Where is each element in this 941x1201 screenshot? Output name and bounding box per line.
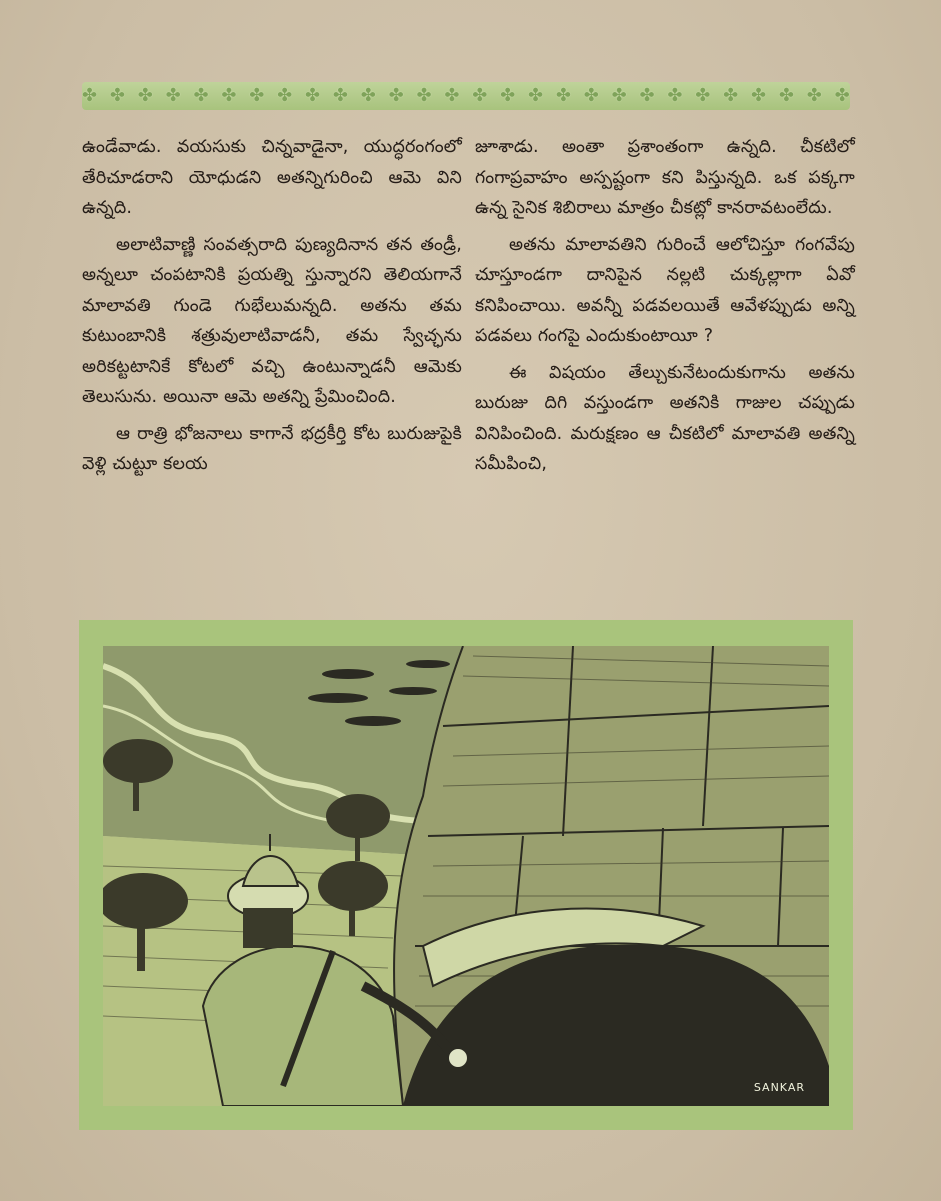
ornament-flower-icon: ✤ [723,85,739,106]
paragraph: ఉండేవాడు. వయసుకు చిన్నవాడైనా, యుద్ధరంగంలో తేరిచూడరాని యోధుడని అతన్నిగురించి ఆమె విని ఉన్నది. [82,137,462,218]
paragraph: జూశాడు. అంతా ప్రశాంతంగా ఉన్నది. చీకటిలో గంగాప్రవాహం అస్పష్టంగా కని పిస్తున్నది. ఒక పక్కగా ఉన్న సైనిక శిబిరాలు మాత్రం చీకట్లో కానరావటంలేదు. [475,137,855,218]
paragraph: ఆ రాత్రి భోజనాలు కాగానే భద్రకీర్తి కోట బురుజుపైకి వెళ్లి చుట్టూ కలయ [82,423,462,474]
paragraph: ఈ విషయం తేల్చుకునేటందుకుగాను అతను బురుజు దిగి వస్తుండగా అతనికి గాజుల చప్పుడు వినిపించింది. మరుక్షణం ఆ చీకటిలో మాలావతి అతన్ని సమీపించి, [475,362,855,474]
ornament-flower-icon: ✤ [667,85,683,106]
ornament-flower-icon: ✤ [137,85,153,106]
ornament-flower-icon: ✤ [249,85,265,106]
left-text-column [82,132,462,480]
ornament-flower-icon: ✤ [360,85,376,106]
artist-signature: SANKAR [753,1081,805,1094]
ornament-flower-icon: ✤ [277,85,293,106]
paragraph: అతను మాలావతిని గురించే ఆలోచిస్తూ గంగవేపు చూస్తూండగా దానిపైన నల్లటి చుక్కల్లాగా ఏవో కనిపించాయి. అవన్నీ పడవలయితే ఆవేళప్పుడు అన్ని పడవలు గంగపై ఎందుకుంటాయీ ? [475,234,855,346]
ornament-flower-icon: ✤ [806,85,822,106]
decorative-border [82,82,850,110]
ornament-flower-icon: ✤ [500,85,516,106]
story-illustration [103,646,829,1106]
ornament-flower-icon: ✤ [305,85,321,106]
ornament-flower-icon: ✤ [555,85,571,106]
ornament-flower-icon: ✤ [416,85,432,106]
ornament-flower-icon: ✤ [193,85,209,106]
ornament-flower-icon: ✤ [528,85,544,106]
ornament-flower-icon: ✤ [778,85,794,106]
ornament-flower-icon: ✤ [472,85,488,106]
fort-tower-drawing [103,646,829,1106]
ornament-flower-icon: ✤ [444,85,460,106]
ornament-flower-icon: ✤ [388,85,404,106]
ornament-flower-icon: ✤ [82,85,98,106]
ornament-flower-icon: ✤ [834,85,850,106]
ornament-flower-icon: ✤ [751,85,767,106]
paragraph: అలాటివాణ్ణి సంవత్సరాది పుణ్యదినాన తన తండ్రీ, అన్నలూ చంపటానికి ప్రయత్ని స్తున్నారని తెలియగానే మాలావతి గుండె గుభేలుమన్నది. అతను తమ కుటుంబానికి శత్రువులాటివాడనీ, తమ స్వేచ్ఛను అరికట్టటానికే కోటలో వచ్చి ఉంటున్నాడనీ ఆమెకు తెలుసును. అయినా ఆమె అతన్ని ప్రేమించింది. [82,234,462,407]
ornament-flower-icon: ✤ [165,85,181,106]
ornament-flower-icon: ✤ [611,85,627,106]
ornament-flower-icon: ✤ [695,85,711,106]
illustration-frame [79,620,853,1130]
right-text-column [475,132,855,480]
ornament-flower-icon: ✤ [221,85,237,106]
ornament-flower-icon: ✤ [639,85,655,106]
ornament-flower-icon: ✤ [332,85,348,106]
ornament-flower-icon: ✤ [583,85,599,106]
ornament-flower-icon: ✤ [109,85,125,106]
